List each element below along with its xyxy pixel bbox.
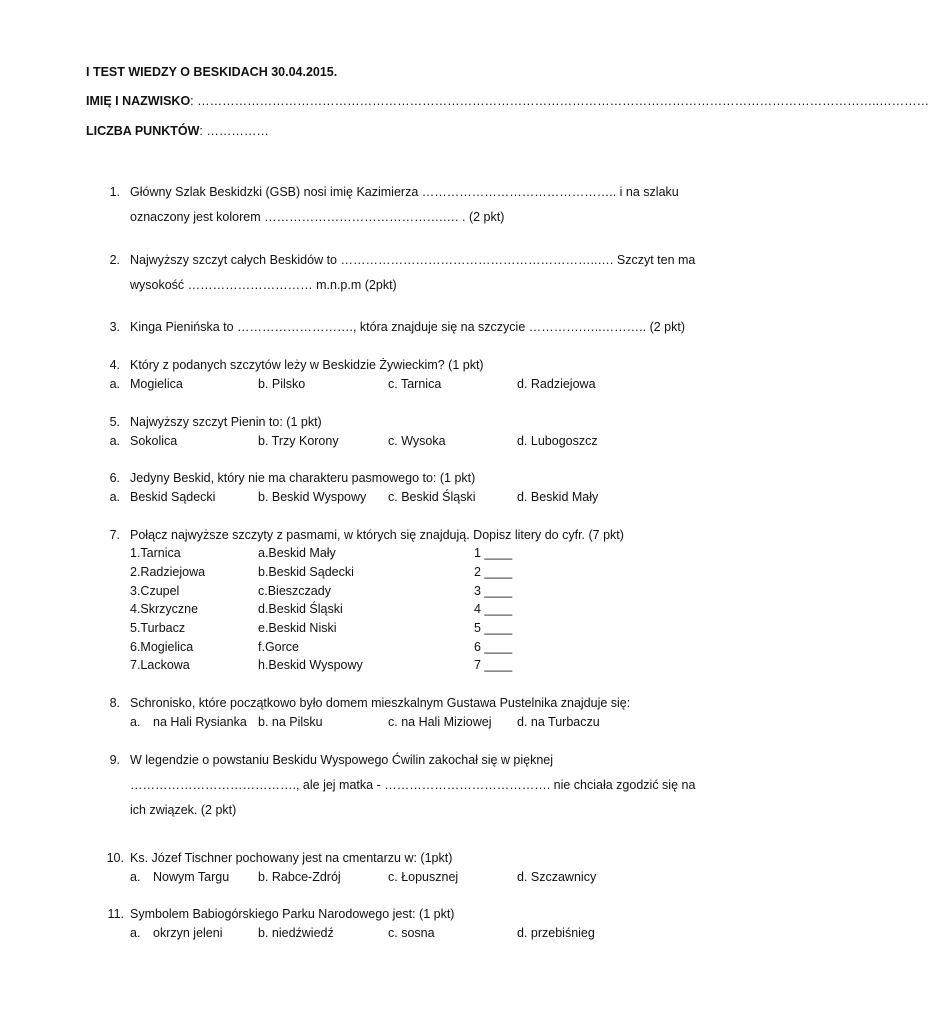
question-8-number: 8. xyxy=(109,696,120,710)
question-4-text: Który z podanych szczytów leży w Beskidzie Żywieckim? (1 pkt) xyxy=(130,358,484,372)
question-4-option-c[interactable]: c. Tarnica xyxy=(388,377,442,391)
question-6-number: 6. xyxy=(109,471,120,485)
question-4-option-d[interactable]: d. Radziejowa xyxy=(517,377,596,391)
question-6-option-b[interactable]: b. Beskid Wyspowy xyxy=(258,490,367,504)
question-5-number: 5. xyxy=(109,415,120,429)
question-4-letter: a. xyxy=(109,377,120,391)
question-1-line-2: oznaczony jest kolorem …………………………………….…. . (2 pkt) xyxy=(130,210,505,224)
question-5-option-a[interactable]: Sokolica xyxy=(130,434,178,448)
peak-item: 1.Tarnica xyxy=(130,546,181,560)
question-4-number: 4. xyxy=(109,358,120,372)
question-7-text: Połącz najwyższe szczyty z pasmami, w których się znajdują. Dopisz litery do cyfr. (7 pkt) xyxy=(130,528,624,542)
answer-blank[interactable]: 1 ____ xyxy=(474,546,513,560)
question-9-line-3: ich związek. (2 pkt) xyxy=(130,803,237,817)
question-10-text: Ks. Józef Tischner pochowany jest na cmentarzu w: (1pkt) xyxy=(130,851,453,865)
range-item: b.Beskid Sądecki xyxy=(258,565,354,579)
question-1-number: 1. xyxy=(109,185,120,199)
question-1-line-1: Główny Szlak Beskidzki (GSB) nosi imię Kazimierza ……………………………………….. i na szlaku xyxy=(130,185,679,199)
question-11-option-a[interactable]: okrzyn jeleni xyxy=(153,926,223,940)
question-10-letter: a. xyxy=(130,870,141,884)
question-5-option-d[interactable]: d. Lubogoszcz xyxy=(517,434,598,448)
peak-item: 3.Czupel xyxy=(130,584,180,598)
question-6-option-a[interactable]: Beskid Sądecki xyxy=(130,490,216,504)
question-5-option-b[interactable]: b. Trzy Korony xyxy=(258,434,339,448)
question-3-text: Kinga Pienińska to ………………………., która znajduje się na szczycie ………….…..……….. (2 pkt) xyxy=(130,320,686,334)
question-8-option-c[interactable]: c. na Hali Miziowej xyxy=(388,715,492,729)
answer-blank[interactable]: 2 ____ xyxy=(474,565,513,579)
answer-blank[interactable]: 3 ____ xyxy=(474,584,513,598)
question-8-option-b[interactable]: b. na Pilsku xyxy=(258,715,323,729)
question-10-option-c[interactable]: c. Łopusznej xyxy=(388,870,459,884)
page-title: I TEST WIEDZY O BESKIDACH 30.04.2015. xyxy=(86,65,338,79)
question-4-option-b[interactable]: b. Pilsko xyxy=(258,377,306,391)
question-9-line-2: …………………………………., ale jej matka - …………………………………. nie chciała zgodzić się na xyxy=(130,778,696,792)
question-10-option-d[interactable]: d. Szczawnicy xyxy=(517,870,597,884)
question-11-number: 11. xyxy=(107,907,124,921)
question-2-line-1: Najwyższy szczyt całych Beskidów to ……………………………………………………..…. Szczyt ten ma xyxy=(130,253,696,267)
question-11-option-c[interactable]: c. sosna xyxy=(388,926,435,940)
question-6-text: Jedyny Beskid, który nie ma charakteru pasmowego to: (1 pkt) xyxy=(130,471,476,485)
question-9-line-1: W legendzie o powstaniu Beskidu Wyspowego Ćwilin zakochał się w pięknej xyxy=(130,753,554,767)
name-line xyxy=(86,93,929,109)
range-item: h.Beskid Wyspowy xyxy=(258,658,363,672)
question-5-text: Najwyższy szczyt Pienin to: (1 pkt) xyxy=(130,415,322,429)
peak-item: 2.Radziejowa xyxy=(130,565,206,579)
question-5-letter: a. xyxy=(109,434,120,448)
range-item: e.Beskid Niski xyxy=(258,621,337,635)
answer-blank[interactable]: 5 ____ xyxy=(474,621,513,635)
question-11-option-d[interactable]: d. przebiśnieg xyxy=(517,926,595,940)
question-4-option-a[interactable]: Mogielica xyxy=(130,377,183,391)
question-11-text: Symbolem Babiogórskiego Parku Narodowego jest: (1 pkt) xyxy=(130,907,455,921)
name-field[interactable]: : ………………………………………………………………………………………………………………………………………………..………… xyxy=(190,94,929,108)
question-10-option-b[interactable]: b. Rabce-Zdrój xyxy=(258,870,341,884)
peak-item: 6.Mogielica xyxy=(130,640,194,654)
question-7-number: 7. xyxy=(109,528,120,542)
question-8-option-a[interactable]: na Hali Rysianka xyxy=(153,715,247,729)
question-3-number: 3. xyxy=(109,320,120,334)
points-field[interactable]: : …………… xyxy=(199,124,269,138)
question-11-option-b[interactable]: b. niedźwiedź xyxy=(258,926,334,940)
question-9-number: 9. xyxy=(109,753,120,767)
question-8-letter: a. xyxy=(130,715,141,729)
peak-item: 7.Lackowa xyxy=(130,658,190,672)
name-label: IMIĘ I NAZWISKO xyxy=(86,94,191,108)
range-item: f.Gorce xyxy=(258,640,299,654)
range-item: c.Bieszczady xyxy=(258,584,331,598)
question-11-letter: a. xyxy=(130,926,141,940)
peak-item: 4.Skrzyczne xyxy=(130,602,199,616)
question-6-option-d[interactable]: d. Beskid Mały xyxy=(517,490,599,504)
answer-blank[interactable]: 7 ____ xyxy=(474,658,513,672)
question-2-line-2: wysokość ………………………… m.n.p.m (2pkt) xyxy=(130,278,397,292)
question-8-option-d[interactable]: d. na Turbaczu xyxy=(517,715,600,729)
question-6-letter: a. xyxy=(109,490,120,504)
answer-blank[interactable]: 4 ____ xyxy=(474,602,513,616)
question-2-number: 2. xyxy=(109,253,120,267)
question-6-option-c[interactable]: c. Beskid Śląski xyxy=(388,490,476,504)
range-item: d.Beskid Śląski xyxy=(258,602,343,616)
peak-item: 5.Turbacz xyxy=(130,621,186,635)
points-label: LICZBA PUNKTÓW xyxy=(86,124,200,138)
points-line xyxy=(86,123,269,139)
answer-blank[interactable]: 6 ____ xyxy=(474,640,513,654)
question-8-text: Schronisko, które początkowo było domem mieszkalnym Gustawa Pustelnika znajduje się: xyxy=(130,696,631,710)
question-10-number: 10. xyxy=(106,851,124,865)
range-item: a.Beskid Mały xyxy=(258,546,336,560)
question-10-option-a[interactable]: Nowym Targu xyxy=(153,870,230,884)
question-5-option-c[interactable]: c. Wysoka xyxy=(388,434,446,448)
